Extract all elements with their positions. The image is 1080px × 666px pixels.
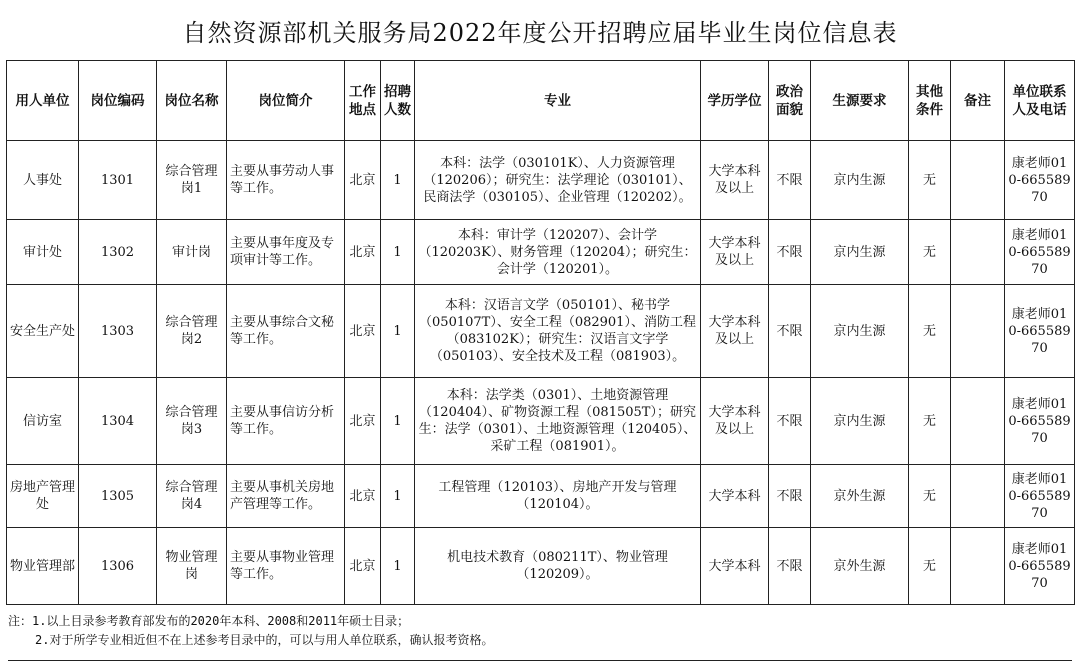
header-other-conditions: 其他条件: [909, 61, 951, 141]
cell-position-name: 物业管理岗: [157, 528, 227, 605]
cell-political-status: 不限: [769, 465, 811, 528]
cell-major: 机电技术教育（080211T）、物业管理（120209）。: [415, 528, 701, 605]
cell-position-code: 1306: [79, 528, 157, 605]
header-position-code: 岗位编码: [79, 61, 157, 141]
cell-education: 大学本科及以上: [701, 220, 769, 285]
cell-political-status: 不限: [769, 378, 811, 465]
cell-work-location: 北京: [345, 141, 381, 220]
cell-work-location: 北京: [345, 378, 381, 465]
cell-contact: 康老师010-66558970: [1005, 285, 1075, 378]
cell-other-conditions: 无: [909, 141, 951, 220]
cell-position-name: 综合管理岗3: [157, 378, 227, 465]
cell-origin-requirement: 京内生源: [811, 378, 909, 465]
header-employer: 用人单位: [7, 61, 79, 141]
cell-position-code: 1301: [79, 141, 157, 220]
header-contact: 单位联系人及电话: [1005, 61, 1075, 141]
cell-employer: 审计处: [7, 220, 79, 285]
cell-hiring-count: 1: [381, 285, 415, 378]
cell-origin-requirement: 京内生源: [811, 141, 909, 220]
cell-education: 大学本科及以上: [701, 141, 769, 220]
cell-hiring-count: 1: [381, 465, 415, 528]
cell-position-description: 主要从事年度及专项审计等工作。: [227, 220, 345, 285]
footnotes: [8, 612, 1072, 661]
cell-education: 大学本科及以上: [701, 285, 769, 378]
cell-position-description: 主要从事机关房地产管理等工作。: [227, 465, 345, 528]
cell-position-code: 1303: [79, 285, 157, 378]
cell-political-status: 不限: [769, 285, 811, 378]
table-row: [7, 378, 1075, 465]
cell-employer: 人事处: [7, 141, 79, 220]
table-row: [7, 528, 1075, 605]
table-row: [7, 220, 1075, 285]
cell-employer: 房地产管理处: [7, 465, 79, 528]
header-position-name: 岗位名称: [157, 61, 227, 141]
cell-other-conditions: 无: [909, 465, 951, 528]
cell-political-status: 不限: [769, 141, 811, 220]
positions-table: [6, 60, 1075, 605]
cell-origin-requirement: 京内生源: [811, 285, 909, 378]
cell-origin-requirement: 京外生源: [811, 465, 909, 528]
cell-major: 本科：审计学（120207）、会计学（120203K）、财务管理（120204）；研究生：会计学（120201）。: [415, 220, 701, 285]
cell-contact: 康老师010-66558970: [1005, 528, 1075, 605]
cell-remarks: [951, 141, 1005, 220]
cell-political-status: 不限: [769, 220, 811, 285]
cell-position-name: 综合管理岗2: [157, 285, 227, 378]
cell-remarks: [951, 285, 1005, 378]
cell-employer: 物业管理部: [7, 528, 79, 605]
header-remarks: 备注: [951, 61, 1005, 141]
cell-origin-requirement: 京内生源: [811, 220, 909, 285]
cell-education: 大学本科: [701, 465, 769, 528]
cell-major: 本科：汉语言文学（050101）、秘书学（050107T）、安全工程（082901）、消防工程（083102K）；研究生：汉语言文字学（050103）、安全技术及工程（081903）。: [415, 285, 701, 378]
table-header-row: [7, 61, 1075, 141]
cell-contact: 康老师010-66558970: [1005, 378, 1075, 465]
cell-position-code: 1302: [79, 220, 157, 285]
cell-position-description: 主要从事物业管理等工作。: [227, 528, 345, 605]
cell-hiring-count: 1: [381, 378, 415, 465]
cell-position-description: 主要从事劳动人事等工作。: [227, 141, 345, 220]
cell-contact: 康老师010-66558970: [1005, 220, 1075, 285]
header-position-description: 岗位简介: [227, 61, 345, 141]
cell-position-code: 1305: [79, 465, 157, 528]
cell-major: 工程管理（120103）、房地产开发与管理（120104）。: [415, 465, 701, 528]
page-title: 自然资源部机关服务局2022年度公开招聘应届毕业生岗位信息表: [182, 18, 898, 47]
cell-remarks: [951, 378, 1005, 465]
cell-work-location: 北京: [345, 528, 381, 605]
cell-hiring-count: 1: [381, 528, 415, 605]
cell-major: 本科：法学类（0301）、土地资源管理（120404）、矿物资源工程（081505T）；研究生：法学（0301）、土地资源管理（120405）、采矿工程（081901）。: [415, 378, 701, 465]
cell-other-conditions: 无: [909, 528, 951, 605]
cell-origin-requirement: 京外生源: [811, 528, 909, 605]
footnote-1: 注：1.以上目录参考教育部发布的2020年本科、2008和2011年硕士目录；: [8, 614, 410, 628]
table-row: [7, 141, 1075, 220]
cell-work-location: 北京: [345, 285, 381, 378]
header-education: 学历学位: [701, 61, 769, 141]
footnote-2: 2.对于所学专业相近但不在上述参考目录中的，可以与用人单位联系，确认报考资格。: [35, 633, 494, 647]
cell-hiring-count: 1: [381, 220, 415, 285]
header-political-status: 政治面貌: [769, 61, 811, 141]
cell-employer: 信访室: [7, 378, 79, 465]
cell-work-location: 北京: [345, 220, 381, 285]
cell-position-code: 1304: [79, 378, 157, 465]
cell-work-location: 北京: [345, 465, 381, 528]
cell-remarks: [951, 220, 1005, 285]
header-major: 专业: [415, 61, 701, 141]
cell-other-conditions: 无: [909, 220, 951, 285]
cell-position-description: 主要从事综合文秘等工作。: [227, 285, 345, 378]
cell-position-name: 审计岗: [157, 220, 227, 285]
cell-employer: 安全生产处: [7, 285, 79, 378]
cell-education: 大学本科: [701, 528, 769, 605]
cell-political-status: 不限: [769, 528, 811, 605]
cell-education: 大学本科及以上: [701, 378, 769, 465]
table-row: [7, 465, 1075, 528]
header-origin-requirement: 生源要求: [811, 61, 909, 141]
cell-contact: 康老师010-66558970: [1005, 141, 1075, 220]
cell-position-name: 综合管理岗1: [157, 141, 227, 220]
cell-position-name: 综合管理岗4: [157, 465, 227, 528]
header-work-location: 工作地点: [345, 61, 381, 141]
cell-remarks: [951, 528, 1005, 605]
table-row: [7, 285, 1075, 378]
cell-contact: 康老师010-66558970: [1005, 465, 1075, 528]
cell-other-conditions: 无: [909, 285, 951, 378]
cell-position-description: 主要从事信访分析等工作。: [227, 378, 345, 465]
cell-hiring-count: 1: [381, 141, 415, 220]
header-hiring-count: 招聘人数: [381, 61, 415, 141]
cell-other-conditions: 无: [909, 378, 951, 465]
cell-major: 本科：法学（030101K）、人力资源管理（120206）；研究生：法学理论（030101）、民商法学（030105）、企业管理（120202）。: [415, 141, 701, 220]
cell-remarks: [951, 465, 1005, 528]
